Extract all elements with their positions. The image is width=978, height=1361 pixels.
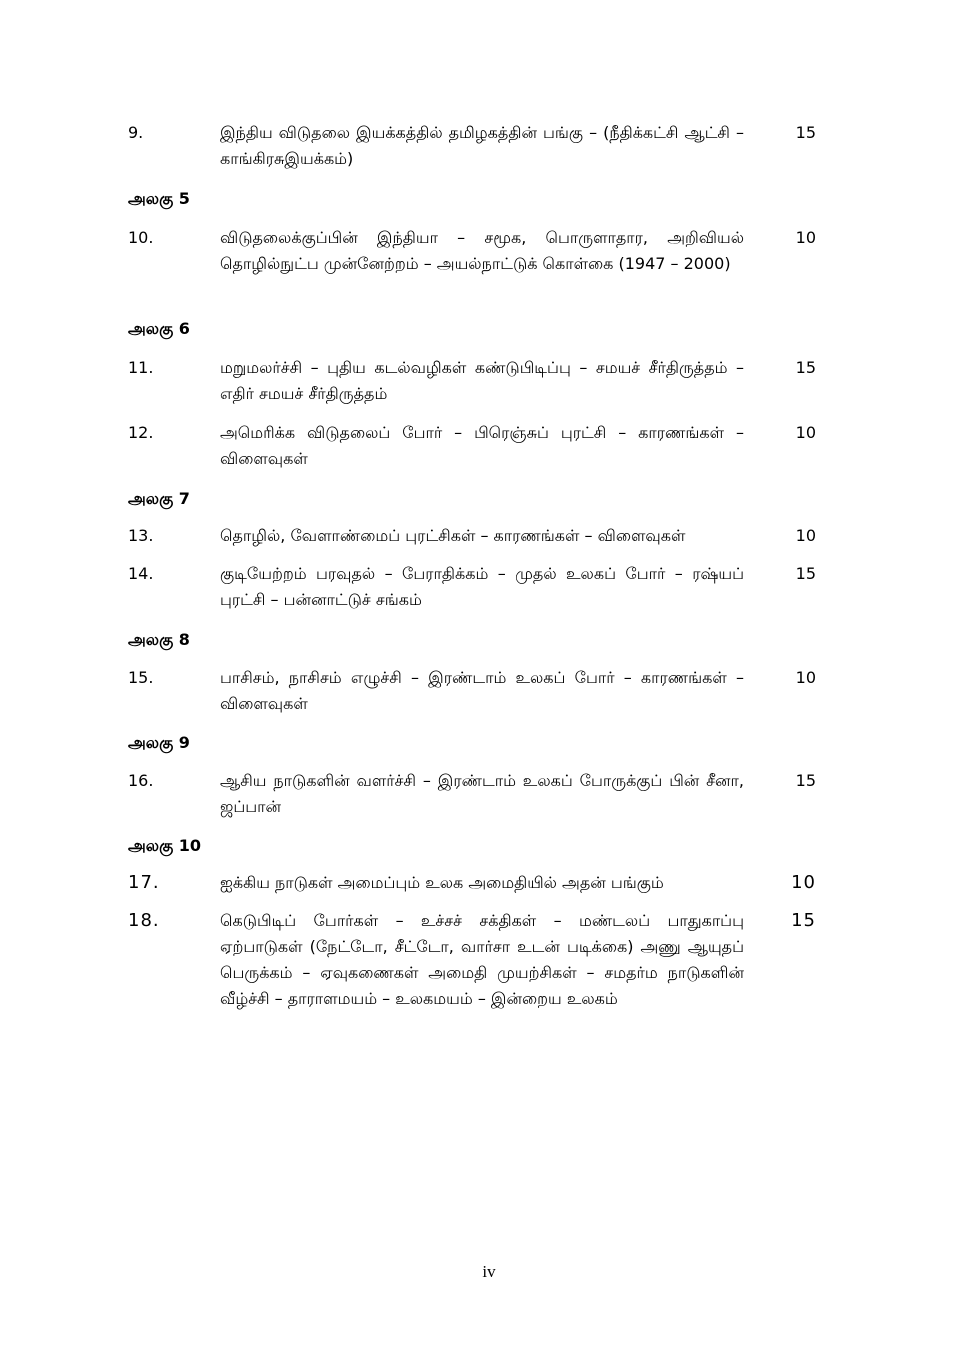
entry-topic: குடியேற்றம் பரவுதல் – பேராதிக்கம் – முதல் உலகப் போர் – ரஷ்யப் புரட்சி – பன்னாட்டுச் சங்கம் [220,564,744,609]
unit-heading: அலகு 6 [128,319,190,338]
entry-topic: பாசிசம், நாசிசம் எழுச்சி – இரண்டாம் உலகப் போர் – காரணங்கள் – விளைவுகள் [220,668,744,713]
entry-marks: 15 [795,123,816,142]
unit-heading: அலகு 9 [128,733,190,752]
entry-marks: 10 [795,526,816,545]
entry-marks: 10 [795,668,816,687]
unit-heading: அலகு 10 [128,836,202,855]
entry-marks: 15 [795,358,816,377]
entry-number: 10. [128,228,154,247]
entry-number: 17. [128,872,160,893]
entry-marks: 15 [795,771,816,790]
entry-number: 15. [128,668,154,687]
entry-topic: இந்திய விடுதலை இயக்கத்தில் தமிழகத்தின் பங்கு – (நீதிக்கட்சி ஆட்சி – காங்கிரசுஇயக்கம்) [220,123,744,168]
entry-topic: ஆசிய நாடுகளின் வளர்ச்சி – இரண்டாம் உலகப் போருக்குப் பின் சீனா, ஜப்பான் [220,771,744,816]
unit-heading: அலகு 7 [128,489,190,508]
entry-number: 18. [128,910,160,931]
entry-marks: 10 [795,423,816,442]
entry-number: 13. [128,526,154,545]
entry-number: 14. [128,564,154,583]
entry-topic: கெடுபிடிப் போர்கள் – உச்சச் சக்திகள் – மண்டலப் பாதுகாப்பு ஏற்பாடுகள் (நேட்டோ, சீட்டோ, வார்சா உடன் படிக்கை) அணு ஆயுதப் பெருக்கம் – ஏவுகணைகள் அமைதி முயற்சிகள் – சமதர்ம நாடுகளின் வீழ்ச்சி – தாராளமயம் – உலகமயம் – இன்றைய உலகம் [220,911,744,1008]
entry-topic: ஐக்கிய நாடுகள் அமைப்பும் உலக அமைதியில் அதன் பங்கும் [220,873,664,892]
page-number: iv [482,1262,496,1281]
entry-number: 9. [128,123,144,142]
entry-topic: விடுதலைக்குப்பின் இந்தியா – சமூக, பொருளாதார, அறிவியல் தொழில்நுட்ப முன்னேற்றம் – அயல்நாட்டுக் கொள்கை (1947 – 2000) [220,228,744,273]
unit-heading: அலகு 8 [128,630,190,649]
entry-topic: மறுமலர்ச்சி – புதிய கடல்வழிகள் கண்டுபிடிப்பு – சமயச் சீர்திருத்தம் – எதிர் சமயச் சீர்திருத்தம் [220,358,744,403]
entry-marks: 15 [795,564,816,583]
unit-heading: அலகு 5 [128,189,190,208]
entry-number: 16. [128,771,154,790]
entry-marks: 15 [791,910,816,931]
entry-marks: 10 [791,872,816,893]
entry-topic: அமெரிக்க விடுதலைப் போர் – பிரெஞ்சுப் புரட்சி – காரணங்கள் – விளைவுகள் [220,423,744,468]
entry-number: 12. [128,423,154,442]
entry-number: 11. [128,358,154,377]
entry-marks: 10 [795,228,816,247]
entry-topic: தொழில், வேளாண்மைப் புரட்சிகள் – காரணங்கள் – விளைவுகள் [220,526,686,545]
